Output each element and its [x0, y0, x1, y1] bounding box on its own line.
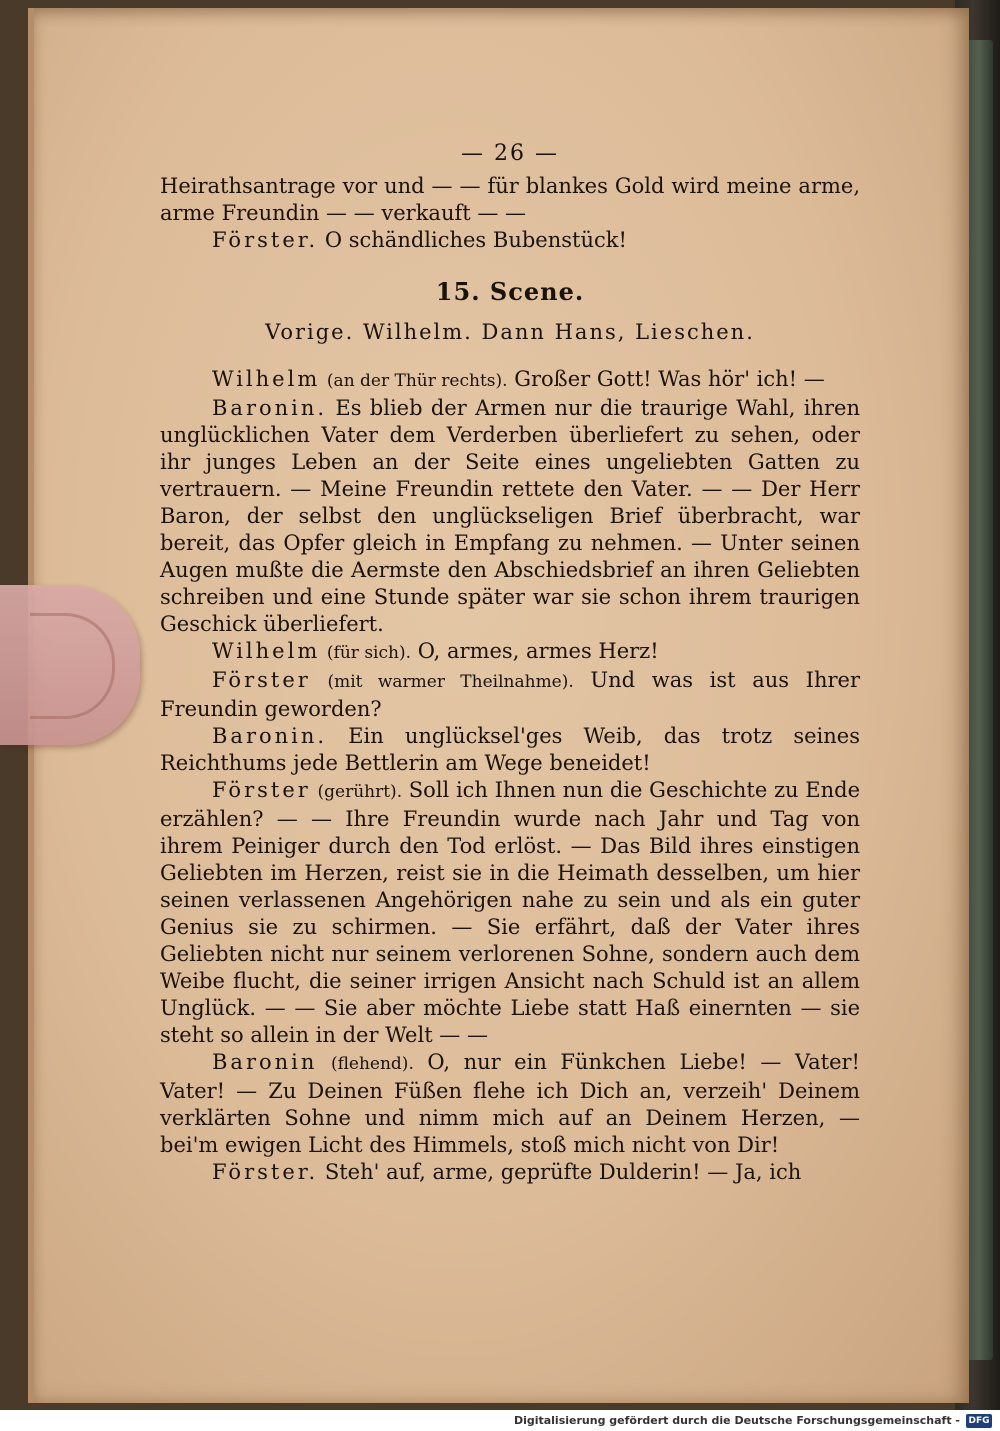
- dialogue-block: [160, 366, 860, 1186]
- dialogue-line: [160, 227, 860, 254]
- footer-bar: [0, 1410, 1000, 1431]
- dialogue-text: Und was ist aus Ihrer Freundin geworden?: [160, 668, 860, 721]
- dialogue-line: [160, 366, 860, 395]
- speaker-name: Förster: [212, 668, 311, 692]
- dialogue-text: Soll ich Ihnen nun die Geschichte zu Ende erzählen? — — Ihre Freundin wurde nach Jahr und Tag von ihrem Peiniger durch den Tod erlöst. — Das Bild ihres einstigen Geliebten im Herzen, reist sie in die Heimath desselben, um hier seinen verlassenen Angehörigen nahe zu sein und als ein guter Genius sie zu schirmen. — Sie erfährt, daß der Vater ihres Geliebten nicht nur seinem verlorenen Sohne, sondern auch dem Weibe flucht, die seiner irrigen Ansicht nach Schuld ist an allem Unglück. — — Sie aber möchte Liebe statt Haß einernten — sie steht so allein in der Welt — —: [160, 778, 860, 1047]
- text-line: Heirathsantrage vor und — — für blankes Gold wird meine arme, arme Freundin — — verkauft — —: [160, 174, 860, 225]
- footer-text: Digitalisierung gefördert durch die Deutsche Forschungsgemeinschaft -: [513, 1414, 960, 1427]
- dialogue-line: [160, 395, 860, 638]
- dialogue-text: O schändliches Bubenstück!: [324, 228, 627, 252]
- speaker-name: Baronin.: [212, 724, 328, 748]
- scene-characters: Vorige. Wilhelm. Dann Hans, Lieschen.: [265, 320, 755, 344]
- dialogue-line: [160, 1049, 860, 1159]
- speaker-name: Wilhelm: [212, 367, 321, 391]
- page-text: [160, 140, 860, 1186]
- speaker-name: Wilhelm: [212, 639, 321, 663]
- dialogue-line: [160, 777, 860, 1049]
- cover-strip: [965, 40, 993, 1360]
- dialogue-line: [160, 1159, 860, 1186]
- dfg-logo: DFG: [966, 1414, 992, 1428]
- speaker-name: Baronin.: [212, 396, 328, 420]
- dialogue-text: O, armes, armes Herz!: [417, 639, 659, 663]
- bookmark-clip: [0, 585, 140, 745]
- dialogue-text: Steh' auf, arme, geprüfte Dulderin! — Ja, ich: [324, 1160, 802, 1184]
- dialogue-line: [160, 638, 860, 667]
- speaker-name: Förster.: [212, 228, 319, 252]
- dialogue-text: Großer Gott! Was hör' ich! —: [514, 367, 825, 391]
- scene-title: 15. Scene.: [435, 277, 585, 306]
- dialogue-text: Es blieb der Armen nur die traurige Wahl, ihren unglücklichen Vater dem Verderben überliefert zu sehen, oder ihr junges Leben an der Seite eines ungeliebten Gatten zu vertrauern. — Meine Freundin rettete den Vater. — — Der Herr Baron, der selbst den unglückseligen Brief überbracht, war bereit, das Opfer gleich in Empfang zu nehmen. — Unter seinen Augen mußte die Aermste den Abschiedsbrief an ihren Geliebten schreiben und eine Stunde später war sie schon ihrem traurigen Geschick überliefert.: [160, 396, 860, 636]
- stage-direction: (flehend).: [330, 1054, 414, 1074]
- speaker-name: Förster: [212, 778, 311, 802]
- speaker-name: Förster.: [212, 1160, 319, 1184]
- dialogue-text: Ein unglücksel'ges Weib, das trotz seines Reichthums jede Bettlerin am Wege beneidet!: [160, 724, 860, 775]
- dialogue-text: O, nur ein Fünkchen Liebe! — Vater! Vater! — Zu Deinen Füßen flehe ich Dich an, verzeih' Deinem verklärten Sohne und nimm mich auf an Deinem Herzen, — bei'm ewigen Licht des Himmels, stoß mich nicht von Dir!: [160, 1050, 860, 1157]
- dialogue-line: [160, 723, 860, 777]
- bookmark-slot: [30, 613, 115, 719]
- page-number: — 26 —: [461, 141, 559, 166]
- stage-direction: (an der Thür rechts).: [326, 371, 508, 391]
- speaker-name: Baronin: [212, 1050, 318, 1074]
- stage-direction: (für sich).: [326, 643, 411, 663]
- stage-direction: (mit warmer Theilnahme).: [327, 672, 574, 692]
- stage-direction: (gerührt).: [317, 782, 403, 802]
- dialogue-line: [160, 667, 860, 723]
